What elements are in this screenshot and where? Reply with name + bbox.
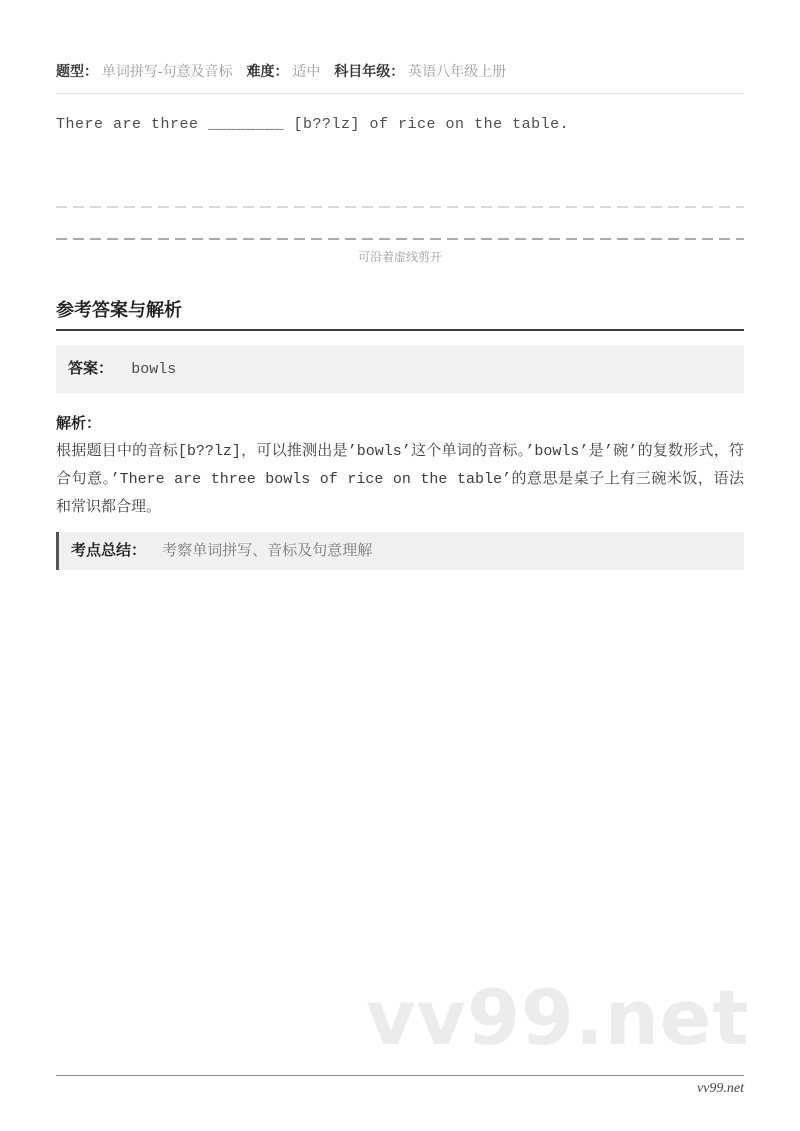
meta-grade-value: 英语八年级上册 (408, 63, 507, 79)
meta-difficulty-label: 难度： (246, 63, 289, 79)
summary-label: 考点总结： (71, 542, 147, 559)
cut-dashed-line-top (56, 206, 744, 208)
answer-heading-divider (56, 329, 744, 331)
meta-grade-label: 科目年级： (334, 63, 405, 79)
question-text: There are three ________ [b??lz] of rice on the table. (56, 116, 570, 133)
analysis-text: 根据题目中的音标[b??lz]，可以推测出是’bowls’这个单词的音标。’bowls’是’碗’的复数形式，符合句意。’There are three bowls of rice on the table’的意思是桌子上有三碗米饭，语法和常识都合理。 (56, 443, 744, 516)
page-footer (56, 1075, 744, 1097)
answer-box (56, 345, 744, 393)
watermark-text: vv99.net (366, 973, 750, 1062)
analysis-label: 解析： (56, 415, 102, 432)
footer-site-text: vv99.net (696, 1081, 744, 1096)
summary-box (56, 532, 744, 570)
answer-label: 答案： (68, 360, 114, 377)
header-divider (56, 93, 744, 94)
footer-divider (56, 1075, 744, 1076)
summary-value: 考察单词拼写、音标及句意理解 (162, 542, 373, 559)
meta-type-label: 题型： (56, 63, 98, 79)
answer-value: bowls (131, 361, 177, 378)
answer-section-heading: 参考答案与解析 (56, 300, 182, 320)
cut-hint-text: 可沿着虚线剪开 (357, 250, 442, 264)
meta-difficulty-value: 适中 (292, 63, 321, 79)
cut-dashed-line-bottom (56, 238, 744, 240)
question-meta (56, 62, 744, 80)
meta-type-value: 单词拼写-句意及音标 (101, 63, 233, 79)
